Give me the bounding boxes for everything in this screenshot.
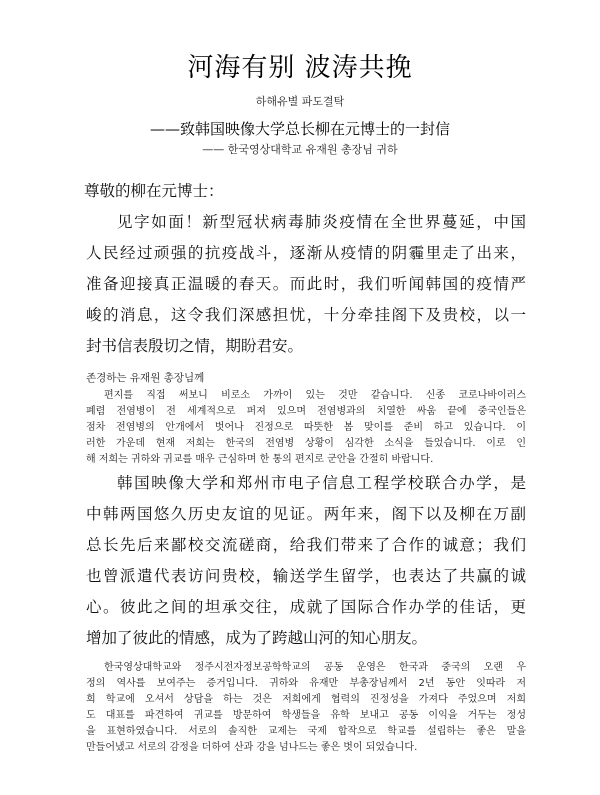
paragraph-line: 러한 가운데 현재 저희는 한국의 전염병 상황이 심각한 소식을 들었습니다. 이로 인	[86, 438, 526, 449]
paragraph-1-chinese	[86, 207, 526, 362]
paragraph-line: 해 저희는 귀하와 귀교를 매우 근심하며 한 통의 편지로 군안을 간절히 바랍니다.	[86, 454, 434, 465]
letter-title-korean: 하해유별 파도결탁	[255, 95, 345, 108]
paragraph-line: 也曾派遣代表访问贵校，输送学生留学，也表达了共赢的诚	[86, 567, 526, 585]
paragraph-line: 封书信表殷切之情，期盼君安。	[86, 337, 304, 355]
paragraph-line: 폐렴 전염병이 전 세계적으로 퍼져 있으며 전염병과의 치열한 싸움 끝에 중국인들은	[86, 406, 526, 417]
paragraph-line: 心。彼此之间的坦承交往，成就了国际合作办学的佳话，更	[86, 598, 526, 616]
salutation-chinese-text: 尊敬的柳在元博士：	[84, 182, 224, 200]
paragraph-line: 增加了彼此的情感，成为了跨越山河的知心朋友。	[86, 629, 428, 647]
salutation-chinese	[86, 176, 526, 207]
paragraph-line: 만들어냈고 서로의 감정을 더하여 산과 강을 넘나드는 좋은 벗이 되었습니다.	[86, 742, 418, 753]
paragraph-line: 한국영상대학교와 정주시전자정보공학학교의 공동 운영은 한국과 중국의 오랜 우	[104, 662, 526, 673]
paragraph-line: 人民经过顽强的抗疫战斗，逐渐从疫情的阴霾里走了出来，	[86, 244, 526, 262]
letter-subtitle-korean: —— 한국영상대학교 유재원 총장님 귀하	[202, 143, 398, 156]
paragraph-2-korean	[86, 660, 526, 756]
paragraph-line: 中韩两国悠久历史友谊的见证。两年来，阁下以及柳在万副	[86, 505, 526, 523]
paragraph-line: 정의 역사를 보여주는 증거입니다. 귀하와 유재만 부총장님께서 2년 동안 잇따라 저	[86, 678, 526, 689]
paragraph-line: 을 표현하였습니다. 서로의 솔직한 교제는 국제 합작으로 학교를 설립하는 좋은 말을	[86, 726, 526, 737]
salutation-korean-text: 존경하는 유재원 총장님께	[86, 372, 205, 384]
paragraph-line: 见字如面！新型冠状病毒肺炎疫情在全世界蔓延，中国	[117, 213, 526, 231]
paragraph-2-chinese	[86, 468, 526, 654]
paragraph-line: 总长先后来鄙校交流磋商，给我们带来了合作的诚意；我们	[86, 536, 526, 554]
paragraph-line: 편지를 직접 써보니 비로소 가까이 있는 것만 같습니다. 신종 코로나바이러스	[104, 390, 526, 401]
paragraph-line: 峻的消息，这令我们深感担忧，十分牵挂阁下及贵校，以一	[86, 306, 526, 324]
paragraph-line: 희 학교에 오셔서 상담을 하는 것은 저희에게 협력의 진정성을 가져다 주었으며 저희	[86, 694, 526, 705]
paragraph-line: 准备迎接真正温暖的春天。而此时，我们听闻韩国的疫情严	[86, 275, 526, 293]
paragraph-line: 도 대표를 파견하여 귀교를 방문하여 학생들을 유학 보내고 공동 이익을 거두는 정성	[86, 710, 526, 721]
letter-title: 河海有别 波涛共挽	[187, 53, 413, 83]
salutation-korean	[86, 370, 526, 386]
paragraph-line: 점차 전염병의 안개에서 벗어나 진정으로 따뜻한 봄 맞이를 준비 하고 있습니다. 이	[86, 422, 526, 433]
paragraph-line: 韩国映像大学和郑州市电子信息工程学校联合办学，是	[117, 474, 526, 492]
letter-subtitle-chinese: ——致韩国映像大学总长柳在元博士的一封信	[149, 120, 450, 138]
paragraph-1-korean	[86, 388, 526, 468]
